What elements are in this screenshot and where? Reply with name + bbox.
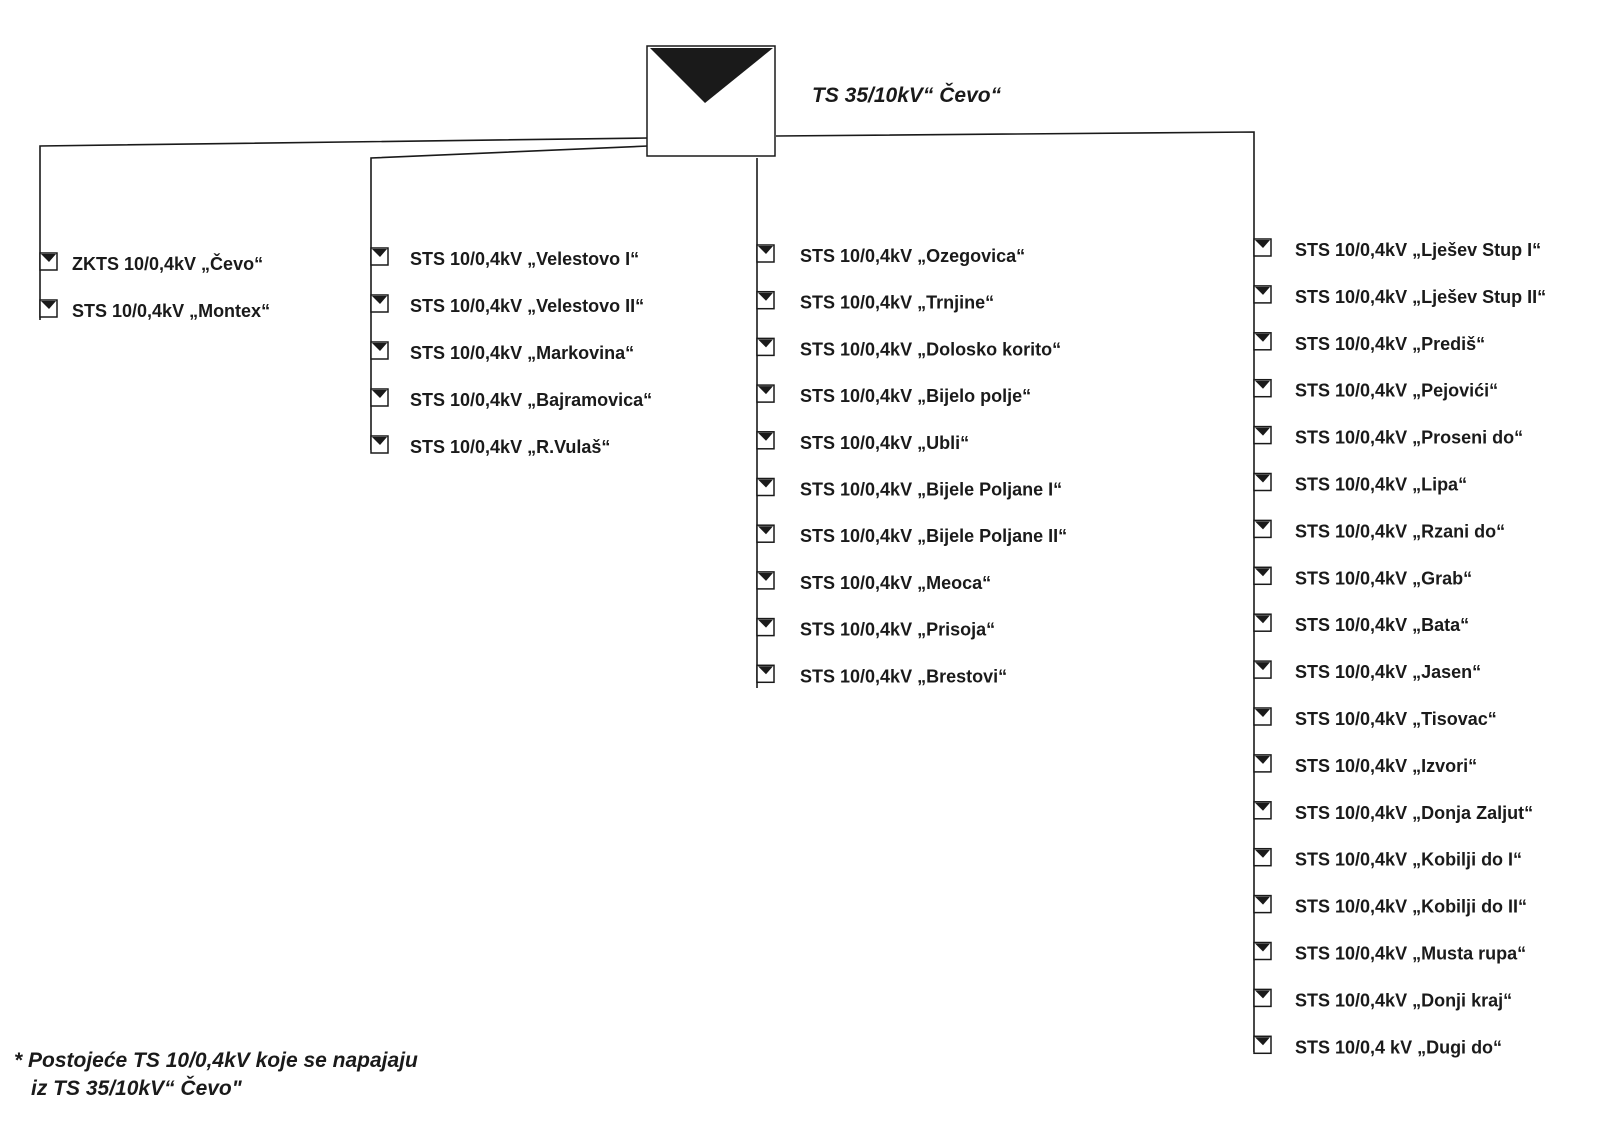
substation-label: STS 10/0,4kV „R.Vulaš“ — [410, 437, 611, 457]
substation-item — [1254, 427, 1523, 448]
substation-label: STS 10/0,4kV „Prisoja“ — [800, 619, 996, 640]
substation-item — [1254, 520, 1505, 541]
substation-item — [757, 525, 1067, 546]
substation-label: STS 10/0,4kV „Rzani do“ — [1295, 521, 1506, 542]
substation-label: STS 10/0,4kV „Kobilji do II“ — [1295, 896, 1528, 917]
substation-label: STS 10/0,4kV „Donji kraj“ — [1295, 990, 1513, 1011]
substation-label: STS 10/0,4kV „Kobilji do I“ — [1295, 849, 1523, 870]
substation-item — [40, 300, 270, 321]
substation-item — [1254, 567, 1472, 588]
main-substation-title: TS 35/10kV“ Čevo“ — [812, 84, 1002, 107]
footnote — [14, 1049, 418, 1100]
substation-label: STS 10/0,4kV „Tisovac“ — [1295, 709, 1497, 729]
footnote-line-2: iz TS 35/10kV“ Čevo" — [31, 1077, 242, 1100]
substation-item — [757, 292, 994, 313]
substation-item — [1254, 989, 1512, 1010]
substation-label: STS 10/0,4kV „Bajramovica“ — [410, 390, 653, 410]
main-substation — [647, 46, 1002, 156]
substation-item — [757, 432, 969, 453]
substation-label: STS 10/0,4kV „Lješev Stup II“ — [1295, 286, 1547, 307]
substation-item — [1254, 849, 1522, 870]
substation-label: STS 10/0,4kV „Velestovo II“ — [410, 296, 645, 316]
substation-item — [1254, 755, 1477, 776]
substation-item — [371, 389, 652, 410]
substation-label: STS 10/0,4kV „Bijele Poljane I“ — [800, 479, 1063, 500]
branch-3 — [757, 245, 1067, 686]
substation-item — [1254, 614, 1469, 635]
substation-label: STS 10/0,4kV „Lješev Stup I“ — [1295, 240, 1542, 260]
substation-item — [40, 253, 263, 274]
substation-item — [371, 248, 639, 269]
substation-label: STS 10/0,4kV „Trnjine“ — [800, 292, 995, 313]
substation-label: ZKTS 10/0,4kV „Čevo“ — [72, 254, 264, 274]
substation-item — [1254, 1036, 1502, 1057]
substation-label: STS 10/0,4kV „Ubli“ — [800, 432, 970, 453]
substation-label: STS 10/0,4kV „Brestovi“ — [800, 666, 1008, 687]
substation-item — [371, 436, 610, 457]
substation-label: STS 10/0,4kV „Meoca“ — [800, 572, 992, 593]
substation-label: STS 10/0,4kV „Izvori“ — [1295, 755, 1478, 776]
substation-label: STS 10/0,4kV „Prediš“ — [1295, 333, 1486, 354]
substation-item — [371, 295, 644, 316]
substation-label: STS 10/0,4kV „Markovina“ — [410, 343, 635, 363]
substation-item — [1254, 380, 1498, 401]
substation-item — [757, 572, 991, 593]
substation-label: STS 10/0,4kV „Pejovići“ — [1295, 380, 1499, 401]
feeder-line-1 — [40, 138, 648, 320]
substation-item — [371, 342, 634, 363]
substation-label: STS 10/0,4kV „Bijelo polje“ — [800, 386, 1032, 407]
substation-label: STS 10/0,4kV „Ozegovica“ — [800, 246, 1026, 266]
substation-item — [757, 479, 1062, 500]
substation-item — [1254, 239, 1541, 260]
substation-item — [757, 385, 1031, 406]
substation-label: STS 10/0,4kV „Velestovo I“ — [410, 249, 640, 269]
substation-item — [1254, 474, 1467, 495]
substation-label: STS 10/0,4kV „Montex“ — [72, 301, 271, 321]
substation-item — [757, 619, 995, 640]
substation-item — [1254, 286, 1546, 307]
substation-label: STS 10/0,4kV „Bijele Poljane II“ — [800, 526, 1068, 547]
footnote-line-1: * Postojeće TS 10/0,4kV koje se napajaju — [14, 1049, 418, 1072]
substation-label: STS 10/0,4kV „Grab“ — [1295, 568, 1473, 589]
substation-label: STS 10/0,4kV „Proseni do“ — [1295, 427, 1524, 448]
substation-item — [757, 245, 1025, 266]
substation-label: STS 10/0,4 kV „Dugi do“ — [1295, 1037, 1503, 1058]
substation-label: STS 10/0,4kV „Dolosko korito“ — [800, 339, 1062, 360]
branch-1 — [40, 253, 270, 321]
substation-list — [40, 239, 1546, 1057]
substation-item — [1254, 708, 1497, 729]
substation-item — [1254, 802, 1533, 823]
substation-item — [1254, 333, 1485, 354]
substation-item — [1254, 896, 1527, 917]
substation-label: STS 10/0,4kV „Lipa“ — [1295, 474, 1468, 495]
branch-4 — [1254, 239, 1546, 1057]
substation-label: STS 10/0,4kV „Bata“ — [1295, 615, 1470, 636]
substation-item — [1254, 661, 1481, 682]
branch-2 — [371, 248, 652, 457]
substation-label: STS 10/0,4kV „Musta rupa“ — [1295, 943, 1527, 964]
substation-item — [1254, 943, 1526, 964]
substation-label: STS 10/0,4kV „Jasen“ — [1295, 662, 1482, 683]
substation-item — [757, 665, 1007, 686]
substation-item — [757, 338, 1061, 359]
substation-label: STS 10/0,4kV „Donja Zaljut“ — [1295, 802, 1534, 823]
